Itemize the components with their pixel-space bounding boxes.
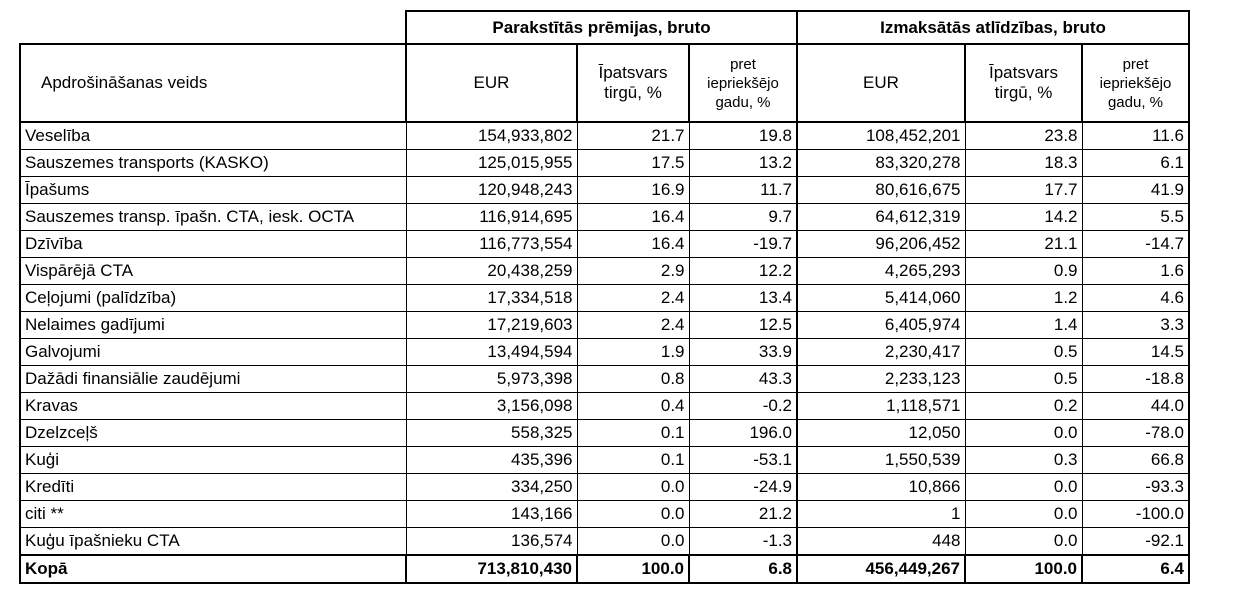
cell-premium-eur: 116,773,554	[406, 231, 577, 258]
cell-premium-share: 21.7	[577, 122, 689, 150]
cell-premium-eur: 154,933,802	[406, 122, 577, 150]
cell-claims-change: -92.1	[1082, 528, 1189, 556]
group-header-claims: Izmaksātās atlīdzības, bruto	[797, 11, 1189, 44]
total-claims-share: 100.0	[965, 555, 1082, 583]
col-header-claims-change: pret iepriekšējo gadu, %	[1082, 44, 1189, 122]
cell-claims-share: 0.0	[965, 474, 1082, 501]
cell-type: Vispārējā CTA	[20, 258, 406, 285]
col-header-premium-share: Īpatsvars tirgū, %	[577, 44, 689, 122]
cell-premium-share: 17.5	[577, 150, 689, 177]
cell-premium-change: 9.7	[689, 204, 797, 231]
cell-claims-share: 23.8	[965, 122, 1082, 150]
table-row	[20, 285, 1189, 312]
table-row	[20, 528, 1189, 556]
cell-premium-change: 11.7	[689, 177, 797, 204]
cell-premium-share: 0.4	[577, 393, 689, 420]
cell-claims-eur: 12,050	[797, 420, 965, 447]
cell-claims-share: 0.0	[965, 501, 1082, 528]
cell-premium-eur: 5,973,398	[406, 366, 577, 393]
cell-claims-eur: 96,206,452	[797, 231, 965, 258]
table-row	[20, 339, 1189, 366]
cell-claims-share: 0.9	[965, 258, 1082, 285]
cell-type: Kravas	[20, 393, 406, 420]
cell-premium-share: 0.8	[577, 366, 689, 393]
cell-claims-share: 18.3	[965, 150, 1082, 177]
table-row	[20, 501, 1189, 528]
cell-premium-share: 0.0	[577, 501, 689, 528]
cell-premium-eur: 558,325	[406, 420, 577, 447]
cell-claims-change: -78.0	[1082, 420, 1189, 447]
cell-type: Galvojumi	[20, 339, 406, 366]
cell-claims-eur: 2,233,123	[797, 366, 965, 393]
cell-claims-change: -100.0	[1082, 501, 1189, 528]
cell-premium-eur: 116,914,695	[406, 204, 577, 231]
cell-claims-eur: 108,452,201	[797, 122, 965, 150]
table-row	[20, 231, 1189, 258]
table-row	[20, 177, 1189, 204]
total-premium-change: 6.8	[689, 555, 797, 583]
group-header-premiums: Parakstītās prēmijas, bruto	[406, 11, 797, 44]
cell-type: Dzīvība	[20, 231, 406, 258]
total-claims-eur: 456,449,267	[797, 555, 965, 583]
table-row	[20, 447, 1189, 474]
cell-claims-share: 17.7	[965, 177, 1082, 204]
cell-premium-change: 19.8	[689, 122, 797, 150]
cell-premium-change: -24.9	[689, 474, 797, 501]
cell-premium-share: 16.4	[577, 231, 689, 258]
col-header-premium-change: pret iepriekšējo gadu, %	[689, 44, 797, 122]
cell-type: Veselība	[20, 122, 406, 150]
cell-premium-share: 0.0	[577, 528, 689, 556]
cell-claims-share: 0.0	[965, 528, 1082, 556]
cell-premium-change: -53.1	[689, 447, 797, 474]
cell-claims-change: -93.3	[1082, 474, 1189, 501]
cell-claims-eur: 1,118,571	[797, 393, 965, 420]
cell-claims-share: 0.5	[965, 366, 1082, 393]
total-claims-change: 6.4	[1082, 555, 1189, 583]
cell-type: Sauszemes transp. īpašn. CTA, iesk. OCTA	[20, 204, 406, 231]
cell-type: Kuģu īpašnieku CTA	[20, 528, 406, 556]
cell-premium-change: 196.0	[689, 420, 797, 447]
cell-claims-change: 14.5	[1082, 339, 1189, 366]
cell-premium-eur: 17,334,518	[406, 285, 577, 312]
cell-claims-change: 5.5	[1082, 204, 1189, 231]
cell-premium-share: 2.9	[577, 258, 689, 285]
cell-premium-change: 12.2	[689, 258, 797, 285]
cell-claims-share: 1.2	[965, 285, 1082, 312]
cell-claims-share: 0.3	[965, 447, 1082, 474]
table-row	[20, 420, 1189, 447]
cell-premium-change: 33.9	[689, 339, 797, 366]
cell-claims-share: 0.0	[965, 420, 1082, 447]
cell-premium-change: -19.7	[689, 231, 797, 258]
cell-claims-eur: 80,616,675	[797, 177, 965, 204]
cell-claims-eur: 1,550,539	[797, 447, 965, 474]
table-row	[20, 474, 1189, 501]
col-header-claims-eur: EUR	[797, 44, 965, 122]
cell-premium-eur: 20,438,259	[406, 258, 577, 285]
table-row	[20, 204, 1189, 231]
col-header-claims-share: Īpatsvars tirgū, %	[965, 44, 1082, 122]
cell-type: Īpašums	[20, 177, 406, 204]
total-label: Kopā	[20, 555, 406, 583]
cell-claims-share: 0.5	[965, 339, 1082, 366]
cell-claims-change: -18.8	[1082, 366, 1189, 393]
cell-type: Dažādi finansiālie zaudējumi	[20, 366, 406, 393]
cell-type: Ceļojumi (palīdzība)	[20, 285, 406, 312]
cell-premium-share: 1.9	[577, 339, 689, 366]
cell-claims-change: 4.6	[1082, 285, 1189, 312]
cell-claims-change: 3.3	[1082, 312, 1189, 339]
table-row	[20, 150, 1189, 177]
cell-claims-eur: 5,414,060	[797, 285, 965, 312]
table-row	[20, 122, 1189, 150]
cell-premium-eur: 13,494,594	[406, 339, 577, 366]
cell-claims-eur: 83,320,278	[797, 150, 965, 177]
cell-type: Sauszemes transports (KASKO)	[20, 150, 406, 177]
col-header-type: Apdrošināšanas veids	[20, 44, 406, 122]
cell-premium-eur: 17,219,603	[406, 312, 577, 339]
total-row	[20, 555, 1189, 583]
cell-type: Nelaimes gadījumi	[20, 312, 406, 339]
cell-premium-share: 0.0	[577, 474, 689, 501]
cell-premium-eur: 435,396	[406, 447, 577, 474]
cell-premium-change: 43.3	[689, 366, 797, 393]
table-row	[20, 393, 1189, 420]
table-row	[20, 258, 1189, 285]
cell-premium-eur: 143,166	[406, 501, 577, 528]
cell-claims-share: 1.4	[965, 312, 1082, 339]
cell-premium-share: 16.9	[577, 177, 689, 204]
cell-claims-change: 66.8	[1082, 447, 1189, 474]
cell-type: citi **	[20, 501, 406, 528]
cell-type: Dzelzceļš	[20, 420, 406, 447]
cell-type: Kredīti	[20, 474, 406, 501]
cell-claims-eur: 1	[797, 501, 965, 528]
cell-premium-eur: 136,574	[406, 528, 577, 556]
header-blank	[20, 11, 406, 44]
cell-claims-share: 14.2	[965, 204, 1082, 231]
cell-claims-change: 1.6	[1082, 258, 1189, 285]
cell-claims-share: 0.2	[965, 393, 1082, 420]
cell-premium-eur: 125,015,955	[406, 150, 577, 177]
cell-claims-change: -14.7	[1082, 231, 1189, 258]
cell-premium-change: -0.2	[689, 393, 797, 420]
table-row	[20, 312, 1189, 339]
cell-claims-eur: 448	[797, 528, 965, 556]
cell-claims-share: 21.1	[965, 231, 1082, 258]
cell-premium-change: 12.5	[689, 312, 797, 339]
col-header-premium-eur: EUR	[406, 44, 577, 122]
cell-claims-eur: 64,612,319	[797, 204, 965, 231]
cell-premium-eur: 120,948,243	[406, 177, 577, 204]
cell-premium-share: 0.1	[577, 420, 689, 447]
cell-premium-change: 13.4	[689, 285, 797, 312]
cell-type: Kuģi	[20, 447, 406, 474]
cell-claims-change: 11.6	[1082, 122, 1189, 150]
cell-premium-change: 21.2	[689, 501, 797, 528]
insurance-table	[19, 10, 1190, 584]
table-row	[20, 366, 1189, 393]
cell-premium-eur: 334,250	[406, 474, 577, 501]
cell-claims-eur: 2,230,417	[797, 339, 965, 366]
cell-premium-share: 2.4	[577, 285, 689, 312]
cell-claims-change: 6.1	[1082, 150, 1189, 177]
cell-claims-change: 41.9	[1082, 177, 1189, 204]
cell-claims-eur: 4,265,293	[797, 258, 965, 285]
total-premium-eur: 713,810,430	[406, 555, 577, 583]
cell-premium-share: 0.1	[577, 447, 689, 474]
cell-premium-change: 13.2	[689, 150, 797, 177]
cell-premium-eur: 3,156,098	[406, 393, 577, 420]
cell-claims-eur: 10,866	[797, 474, 965, 501]
cell-premium-change: -1.3	[689, 528, 797, 556]
total-premium-share: 100.0	[577, 555, 689, 583]
cell-claims-change: 44.0	[1082, 393, 1189, 420]
cell-premium-share: 16.4	[577, 204, 689, 231]
cell-claims-eur: 6,405,974	[797, 312, 965, 339]
cell-premium-share: 2.4	[577, 312, 689, 339]
